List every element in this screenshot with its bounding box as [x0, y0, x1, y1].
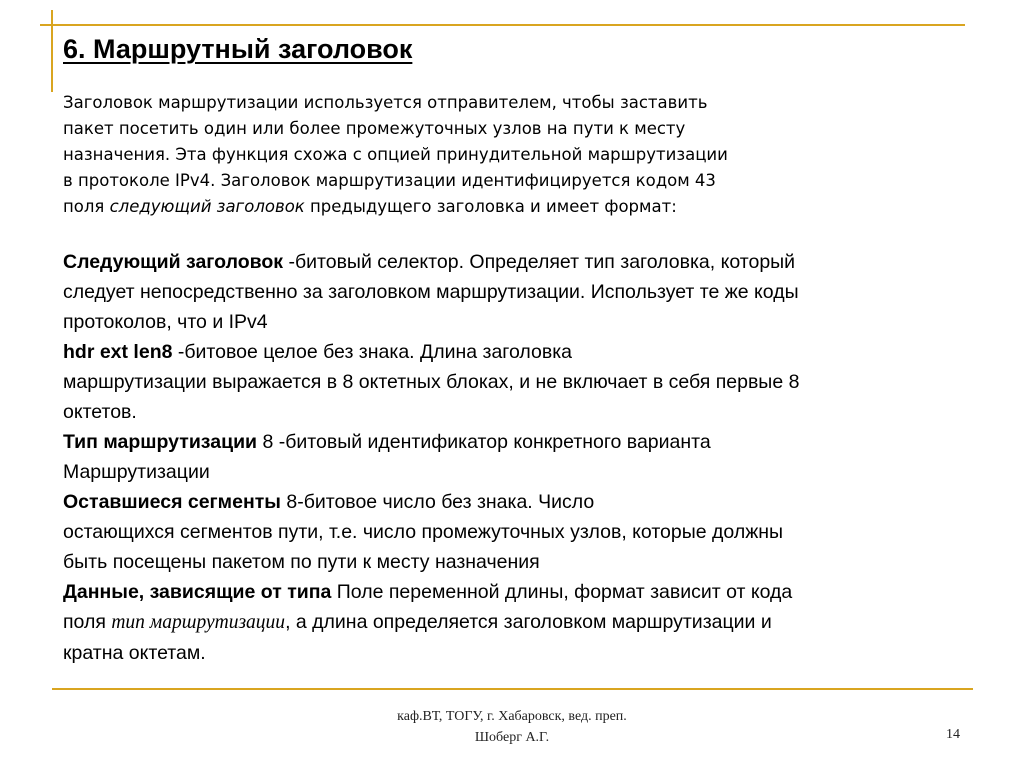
- field-text-line: [63, 607, 963, 638]
- intro-line: назначения. Эта функция схожа с опцией принудительной маршрутизации: [63, 145, 728, 164]
- bottom-divider: [52, 688, 973, 690]
- footer-line: Шоберг А.Г.: [474, 730, 550, 745]
- field-text: , а длина определяется заголовком маршрутизации и: [285, 611, 772, 633]
- top-divider: [40, 24, 965, 26]
- intro-line: Заголовок маршрутизации используется отправителем, чтобы заставить: [63, 93, 708, 112]
- field-text-line: протоколов, что и IPv4: [63, 311, 268, 333]
- footer-line: каф.ВТ, ТОГУ, г. Хабаровск, вед. преп.: [397, 709, 627, 724]
- intro-line: пакет посетить один или более промежуточных узлов на пути к месту: [63, 119, 686, 138]
- footer-credits: [312, 706, 712, 748]
- field-term: hdr ext len8: [63, 341, 173, 363]
- field-text-line: остающихся сегментов пути, т.е. число промежуточных узлов, которые должны: [63, 521, 784, 543]
- field-hdr-ext-len: [63, 337, 963, 367]
- field-term: Следующий заголовок: [63, 251, 284, 273]
- intro-paragraph: [63, 90, 943, 220]
- intro-text: поля: [63, 197, 110, 216]
- field-text-line: Маршрутизации: [63, 461, 210, 483]
- intro-text: предыдущего заголовка и имеет формат:: [304, 197, 677, 216]
- field-text: Поле переменной длины, формат зависит от кода: [331, 581, 793, 603]
- page-number: 14: [946, 727, 960, 742]
- field-term: Тип маршрутизации: [63, 431, 258, 453]
- field-text: -битовый селектор. Определяет тип заголовка, который: [283, 251, 796, 273]
- field-type-specific-data: [63, 577, 963, 607]
- field-text-line: маршрутизации выражается в 8 октетных блоках, и не включает в себя первые 8: [63, 371, 800, 393]
- field-term: Данные, зависящие от типа: [63, 581, 332, 603]
- field-text-line: следует непосредственно за заголовком маршрутизации. Использует те же коды: [63, 281, 799, 303]
- field-text: 8 -битовый идентификатор конкретного варианта: [257, 431, 711, 453]
- field-text: поля: [63, 611, 112, 633]
- field-text: -битовое целое без знака. Длина заголовка: [172, 341, 573, 363]
- field-term: Оставшиеся сегменты: [63, 491, 281, 513]
- intro-line: [63, 194, 943, 220]
- field-next-header: [63, 247, 963, 277]
- field-text-line: кратна октетам.: [63, 642, 206, 664]
- field-text: 8-битовое число без знака. Число: [280, 491, 595, 513]
- field-text-line: быть посещены пакетом по пути к месту назначения: [63, 551, 540, 573]
- field-text-line: октетов.: [63, 401, 137, 423]
- field-descriptions: [63, 247, 963, 668]
- slide-title: 6. Маршрутный заголовок: [63, 34, 413, 64]
- intro-italic-term: следующий заголовок: [109, 197, 305, 216]
- field-segments-left: [63, 487, 963, 517]
- left-accent-bar: [51, 10, 53, 92]
- field-routing-type: [63, 427, 963, 457]
- field-italic-term: тип маршрутизации: [111, 612, 286, 633]
- intro-line: в протоколе IPv4. Заголовок маршрутизации идентифицируется кодом 43: [63, 171, 716, 190]
